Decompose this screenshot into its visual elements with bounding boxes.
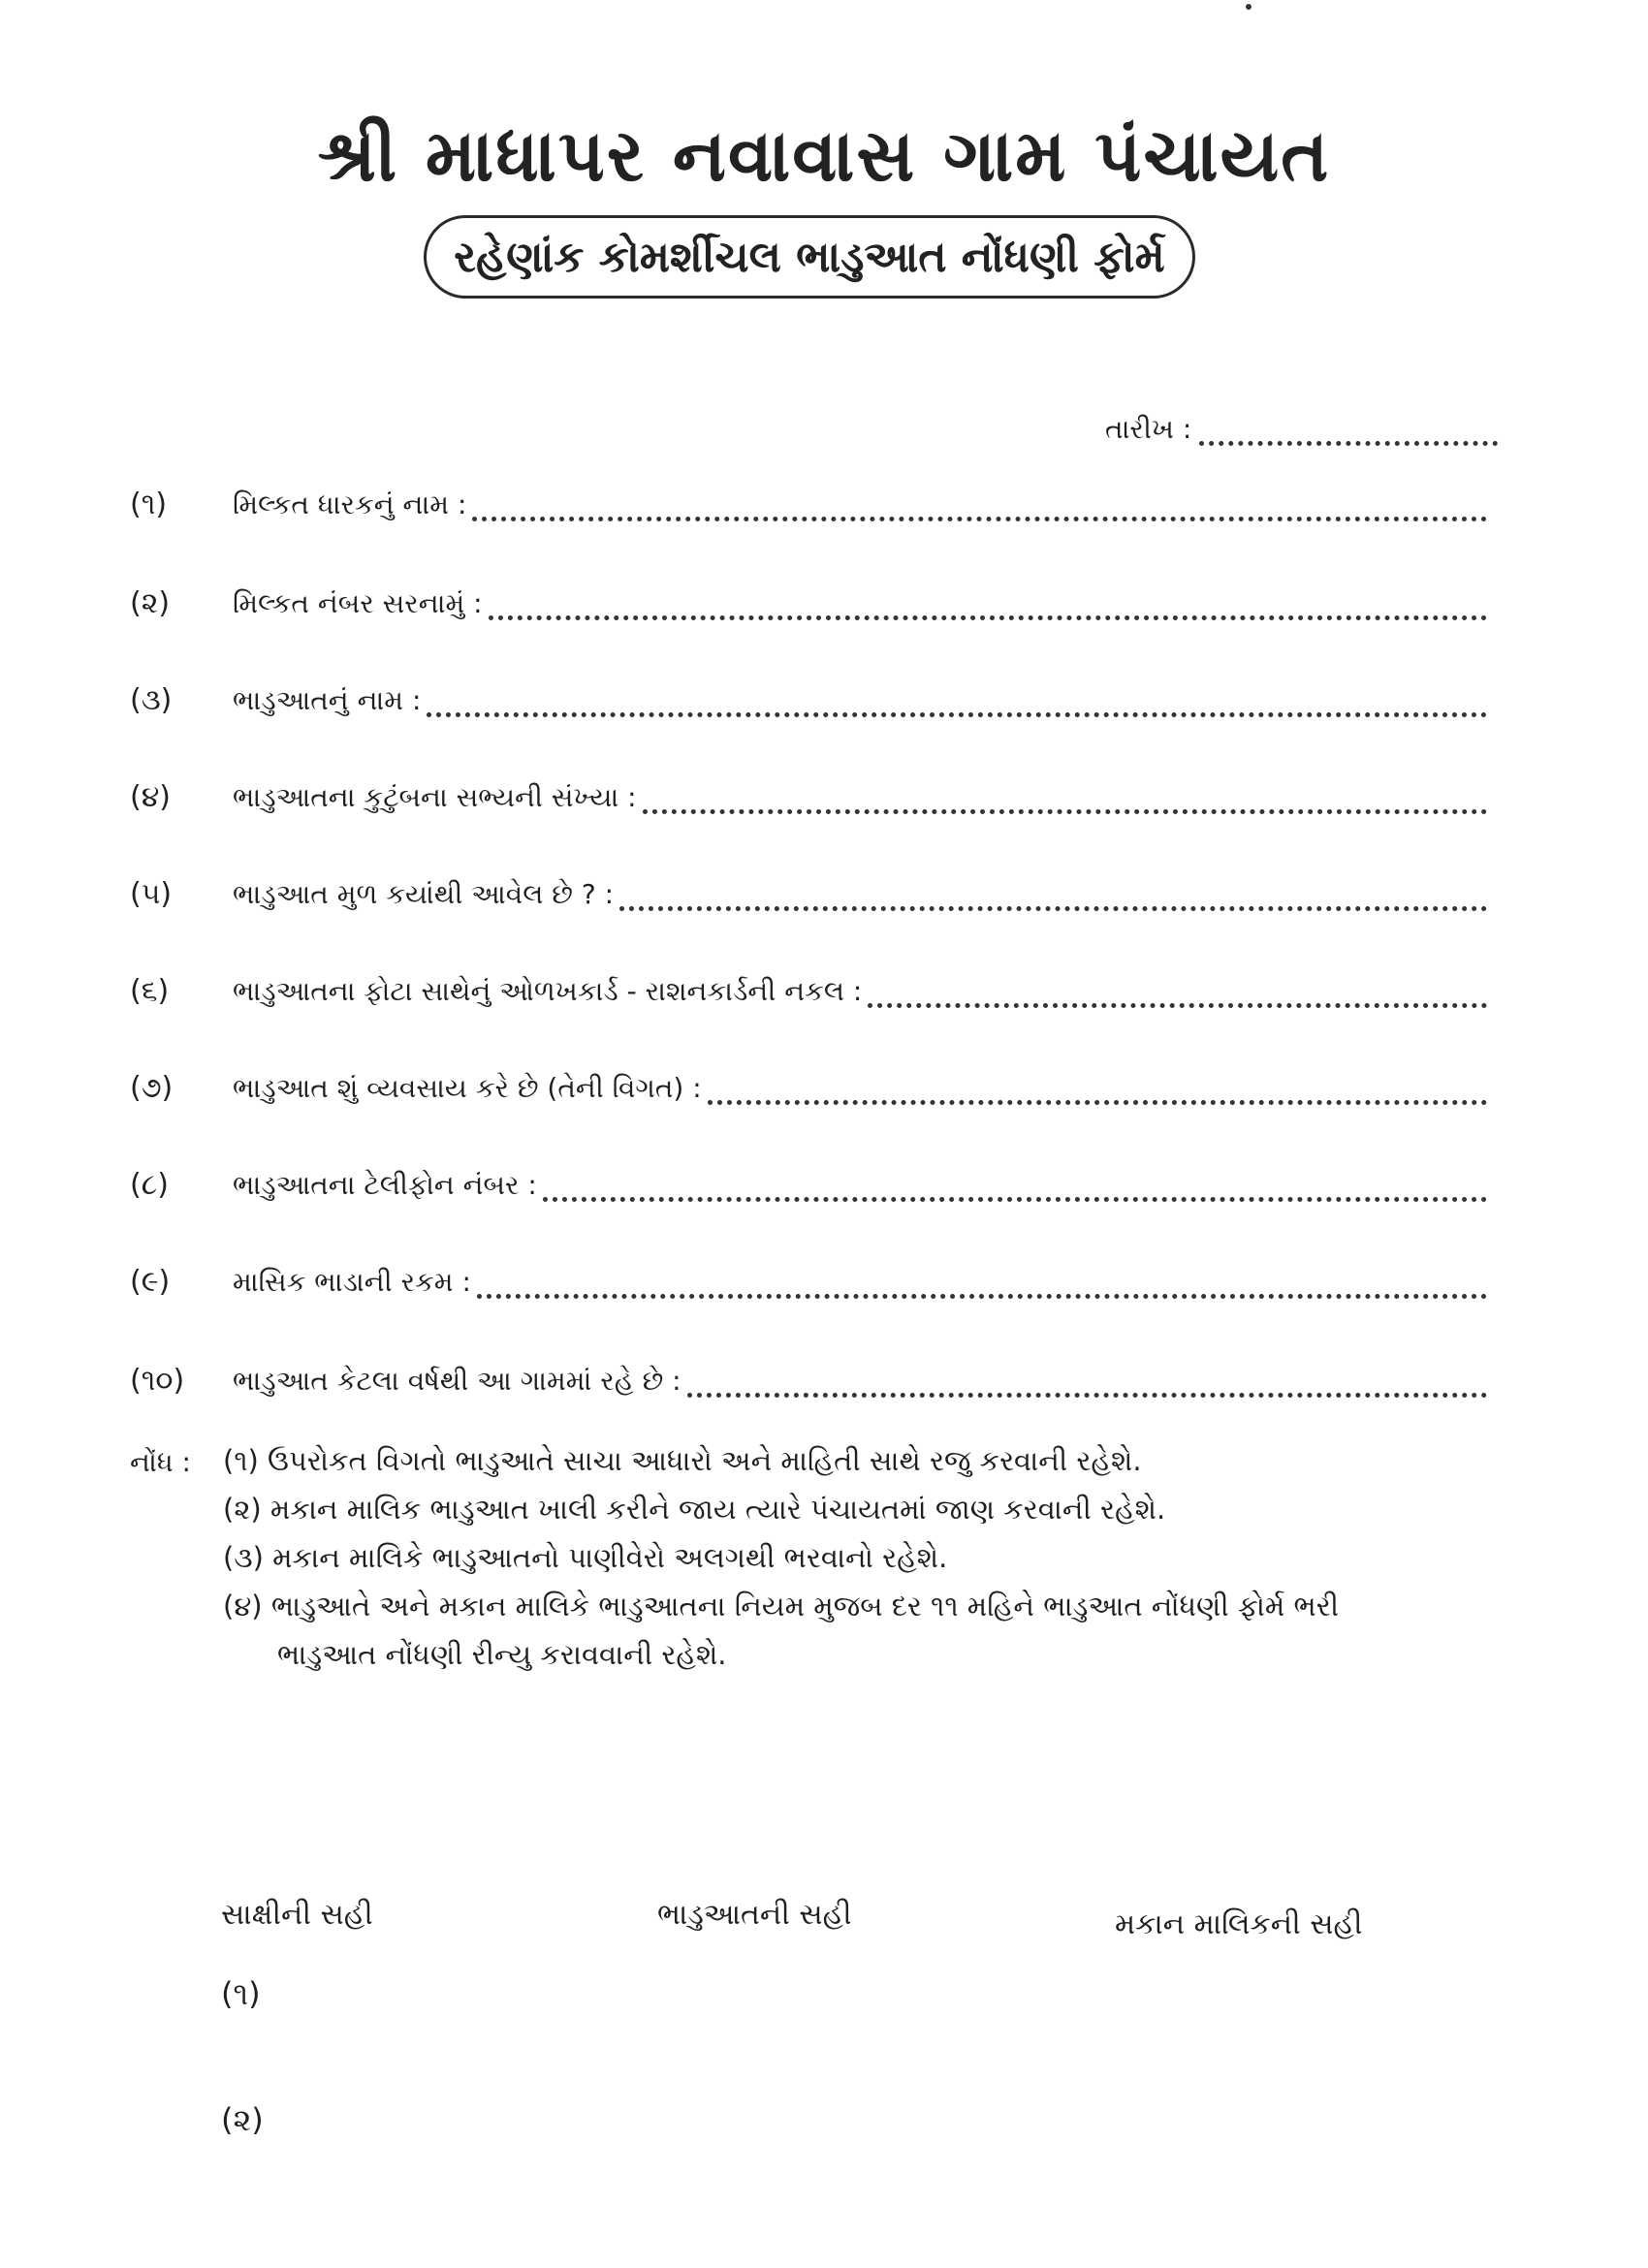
witness-number: (૨) [221,2101,264,2138]
field-blank-line[interactable] [687,1360,1487,1398]
field-label: ભાડુઆતના ફોટા સાથેનું ઓળખકાર્ડ - રાશનકાર્ડની નકલ : [233,975,863,1007]
field-label: ભાડુઆત કેટલા વર્ષથી આ ગામમાં રહે છે : [233,1365,681,1397]
field-label: ભાડુઆત શું વ્યવસાય કરે છે (તેની વિગત) : [233,1072,702,1104]
witness-number: (૧) [221,1975,261,2012]
field-label: ભાડુઆતનું નામ : [233,684,422,716]
owner-signature-label: મકાન માલિકની સહી [1115,1907,1363,1941]
witness-signature-label: સાક્ષીની સહી [221,1898,373,1932]
field-number: (૪) [130,780,172,814]
field-row[interactable] [130,572,1487,620]
field-label: ભાડુઆતના ટેલીફોન નંબર : [233,1169,537,1201]
notes-heading: નોંધ : [130,1446,191,1478]
field-row[interactable] [130,863,1487,911]
field-label: માસિક ભાડાની રકમ : [233,1266,471,1298]
field-number: (૭) [130,1071,174,1105]
field-row[interactable] [130,1056,1487,1105]
field-number: (૯) [130,1265,171,1299]
field-blank-line[interactable] [619,873,1487,911]
field-blank-line[interactable] [477,1261,1487,1299]
field-row[interactable] [130,669,1487,717]
form-subtitle [424,215,1195,299]
field-label: ભાડુઆતના કુટુંબના સભ્યની સંખ્યા : [233,781,637,813]
date-label: તારીખ : [1105,413,1192,445]
note-line: (૪) ભાડુઆતે અને મકાન માલિકે ભાડુઆતના નિયમ મુજબ દર ૧૧ મહિને ભાડુઆત નોંધણી ફોર્મ ભરી [223,1590,1339,1622]
field-blank-line[interactable] [643,776,1487,814]
field-label: ભાડુઆત મુળ કયાંથી આવેલ છે ? : [233,878,615,910]
field-label: મિલ્કત ધારકનું નામ : [233,488,467,520]
tenant-signature-label: ભાડુઆતની સહી [657,1898,852,1932]
scan-speck [1246,4,1252,10]
field-blank-line[interactable] [543,1164,1487,1202]
note-line: ભાડુઆત નોંધણી રીન્યુ કરાવવાની રહેશે. [277,1638,727,1671]
field-number: (૧૦) [130,1364,185,1398]
field-number: (૩) [130,683,173,717]
field-number: (૬) [130,974,170,1008]
note-line: (૩) મકાન માલિકે ભાડુઆતનો પાણીવેરો અલગથી ભરવાનો રહેશે. [223,1541,948,1574]
page-title: શ્રી માધાપર નવાવાસ ગામ પંચાયત [317,114,1331,198]
field-blank-line[interactable] [489,583,1487,620]
field-row[interactable] [130,766,1487,814]
date-blank-line[interactable] [1199,408,1498,446]
form-subtitle-text: રહેણાંક કોમર્શીચલ ભાડુઆત નોંધણી ફોર્મ [454,232,1165,282]
field-number: (૧) [130,488,168,521]
field-blank-line[interactable] [472,484,1487,521]
field-row[interactable] [130,1250,1487,1299]
field-row[interactable] [130,473,1487,521]
field-number: (૨) [130,586,171,620]
field-label: મિલ્કત નંબર સરનામું : [233,587,483,619]
field-blank-line[interactable] [427,679,1487,717]
field-row[interactable] [130,1349,1487,1398]
field-number: (૮) [130,1168,169,1202]
field-row[interactable] [130,960,1487,1008]
field-blank-line[interactable] [708,1067,1487,1105]
note-line: (૧) ઉપરોકત વિગતો ભાડુઆતે સાચા આધારો અને માહિતી સાથે રજુ કરવાની રહેશે. [223,1444,1142,1477]
field-number: (૫) [130,877,173,911]
field-row[interactable] [130,1153,1487,1202]
date-field[interactable] [1105,403,1498,446]
field-blank-line[interactable] [868,970,1487,1008]
note-line: (૨) મકાન માલિક ભાડુઆત ખાલી કરીને જાય ત્યારે પંચાયતમાં જાણ કરવાની રહેશે. [223,1493,1166,1526]
